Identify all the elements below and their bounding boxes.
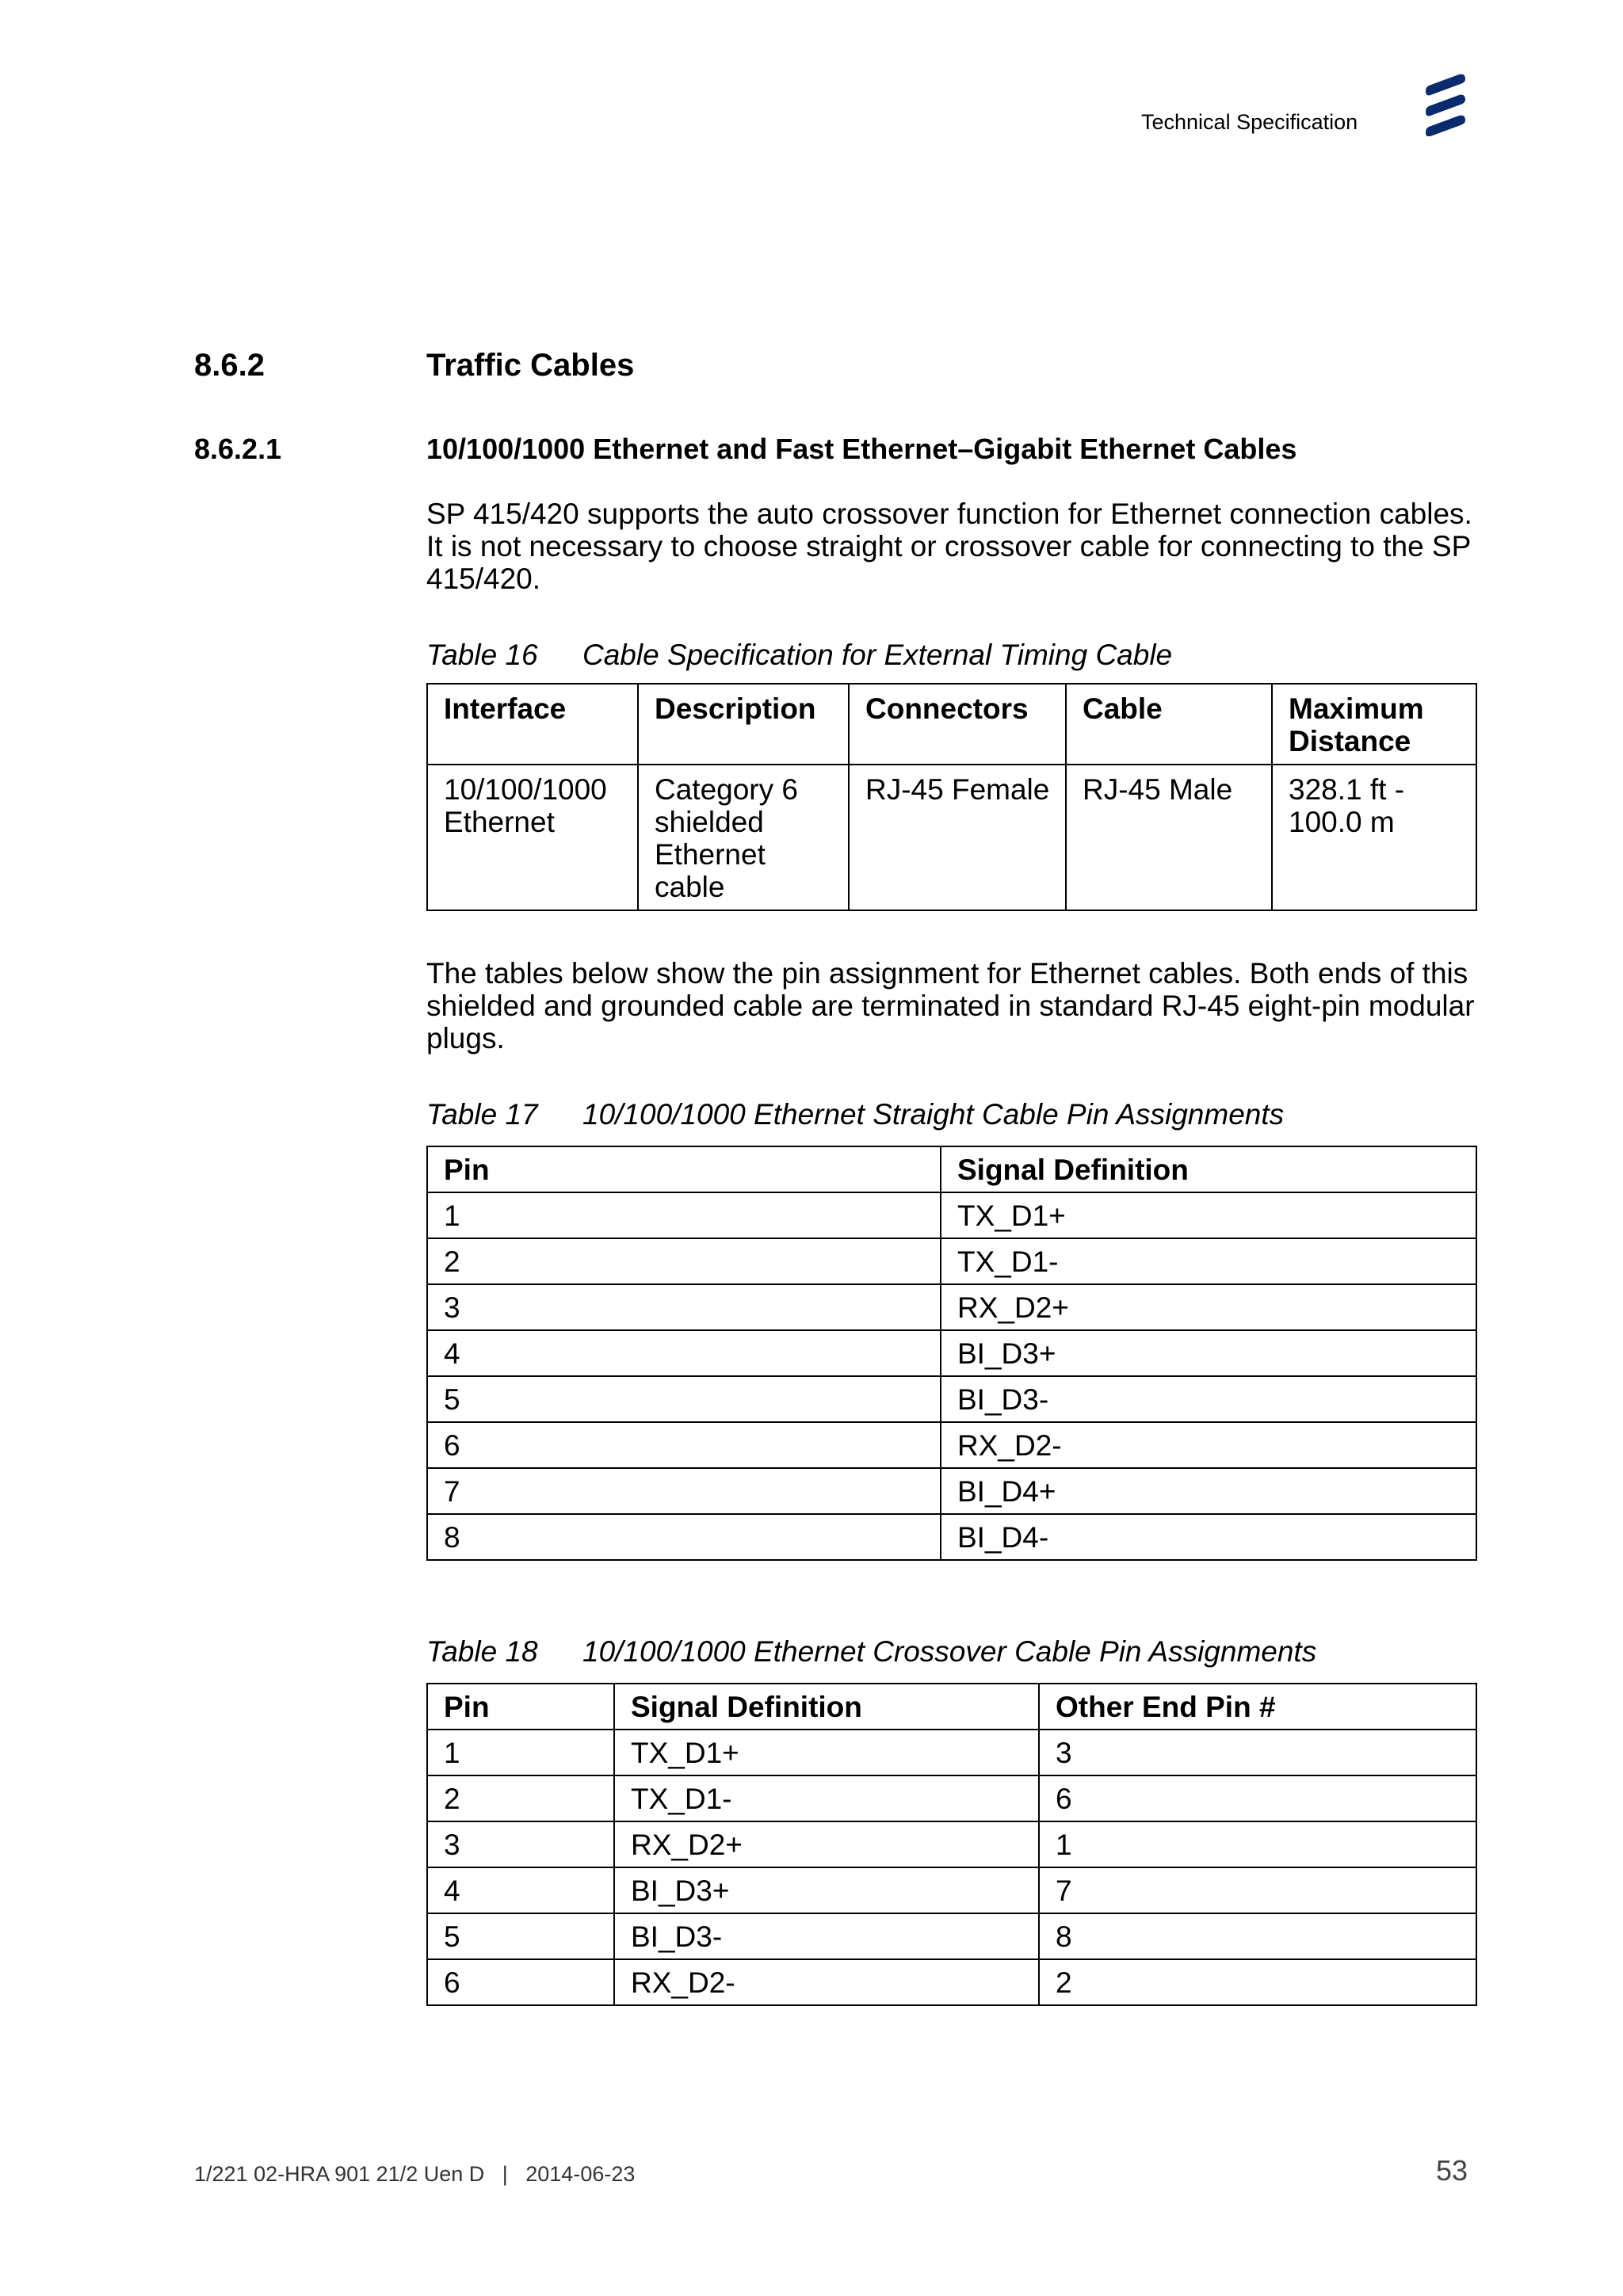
table-row xyxy=(427,1238,1476,1284)
table-row xyxy=(427,1422,1476,1468)
footer-doc-id: 1/221 02-HRA 901 21/2 Uen D | 2014-06-23 xyxy=(194,2162,636,2186)
intro-paragraph: SP 415/420 supports the auto crossover function for Ethernet connection cables. It is not necessary to choose straight or crossover cable for connecting to the SP 415/420. xyxy=(426,498,1472,595)
table-cell: 6 xyxy=(1039,1775,1476,1821)
table-row xyxy=(427,1376,1476,1422)
table-cell: 6 xyxy=(427,1959,614,2005)
table-cell: BI_D4+ xyxy=(941,1468,1476,1514)
table-header-row xyxy=(427,1146,1476,1192)
table-cell: BI_D3- xyxy=(614,1913,1039,1959)
table-cell: RX_D2- xyxy=(941,1422,1476,1468)
table-cell: TX_D1+ xyxy=(614,1730,1039,1775)
table-cell: 2 xyxy=(1039,1959,1476,2005)
header-cell: Pin xyxy=(427,1684,614,1730)
table-cell: Category 6 shielded Ethernet cable xyxy=(638,765,849,910)
ericsson-logo-icon xyxy=(1423,73,1470,136)
table16-caption-title: Cable Specification for External Timing Cable xyxy=(582,639,1173,671)
table-cell: 1 xyxy=(427,1192,941,1238)
table-cell: RJ-45 Female xyxy=(849,765,1066,910)
table-cell: 4 xyxy=(427,1330,941,1376)
table-row xyxy=(427,1959,1476,2005)
header-cell: Description xyxy=(638,684,849,765)
table-row xyxy=(427,1514,1476,1560)
header-cell: Signal Definition xyxy=(614,1684,1039,1730)
section-title: Traffic Cables xyxy=(426,348,635,383)
table-cell: TX_D1- xyxy=(614,1775,1039,1821)
table-cell: BI_D3+ xyxy=(614,1867,1039,1913)
table-row xyxy=(427,1821,1476,1867)
table-row xyxy=(427,1284,1476,1330)
table-cell: 5 xyxy=(427,1376,941,1422)
table-cell: 10/100/1000 Ethernet xyxy=(427,765,638,910)
table17-caption-title: 10/100/1000 Ethernet Straight Cable Pin Assignments xyxy=(582,1098,1285,1131)
table-cell: 328.1 ft - 100.0 m xyxy=(1272,765,1476,910)
table-header-row xyxy=(427,684,1476,765)
table-cell: 2 xyxy=(427,1238,941,1284)
table17-caption xyxy=(426,1098,1284,1131)
table-cell: 7 xyxy=(1039,1867,1476,1913)
section-number: 8.6.2 xyxy=(194,348,265,383)
table-cell: 3 xyxy=(1039,1730,1476,1775)
subsection-number: 8.6.2.1 xyxy=(194,433,282,465)
table-cell: BI_D3+ xyxy=(941,1330,1476,1376)
header-cell: Other End Pin # xyxy=(1039,1684,1476,1730)
header-cell: Interface xyxy=(427,684,638,765)
table16-cable-spec xyxy=(426,683,1477,911)
table-row xyxy=(427,765,1476,910)
table-cell: 3 xyxy=(427,1821,614,1867)
header-cell: Cable xyxy=(1066,684,1272,765)
table18-caption-number: Table 18 xyxy=(426,1635,538,1668)
table18-caption-title: 10/100/1000 Ethernet Crossover Cable Pin Assignments xyxy=(582,1635,1317,1668)
table-cell: 1 xyxy=(1039,1821,1476,1867)
table16-caption xyxy=(426,639,1172,672)
table17-straight-pins xyxy=(426,1146,1477,1561)
table-cell: 7 xyxy=(427,1468,941,1514)
table-cell: BI_D4- xyxy=(941,1514,1476,1560)
table-cell: 4 xyxy=(427,1867,614,1913)
header-cell: Connectors xyxy=(849,684,1066,765)
table-row xyxy=(427,1192,1476,1238)
table-cell: 8 xyxy=(1039,1913,1476,1959)
subsection-title: 10/100/1000 Ethernet and Fast Ethernet–Gigabit Ethernet Cables xyxy=(426,433,1297,465)
table-cell: RX_D2- xyxy=(614,1959,1039,2005)
table-cell: 5 xyxy=(427,1913,614,1959)
table-cell: 2 xyxy=(427,1775,614,1821)
table-cell: 3 xyxy=(427,1284,941,1330)
table-cell: 1 xyxy=(427,1730,614,1775)
table-row xyxy=(427,1330,1476,1376)
table17-caption-number: Table 17 xyxy=(426,1098,538,1131)
table-cell: RX_D2+ xyxy=(941,1284,1476,1330)
table-cell: 8 xyxy=(427,1514,941,1560)
table18-crossover-pins xyxy=(426,1683,1477,2006)
table-row xyxy=(427,1775,1476,1821)
table-row xyxy=(427,1867,1476,1913)
table-cell: TX_D1- xyxy=(941,1238,1476,1284)
table-cell: BI_D3- xyxy=(941,1376,1476,1422)
header-cell: Maximum Distance xyxy=(1272,684,1476,765)
header-cell: Pin xyxy=(427,1146,941,1192)
table-row xyxy=(427,1730,1476,1775)
table-row xyxy=(427,1468,1476,1514)
pin-assignment-paragraph: The tables below show the pin assignment for Ethernet cables. Both ends of this shielded and grounded cable are terminated in standard RJ-45 eight-pin modular plugs. xyxy=(426,957,1475,1055)
table18-caption xyxy=(426,1635,1316,1669)
table16-caption-number: Table 16 xyxy=(426,639,538,671)
table-cell: 6 xyxy=(427,1422,941,1468)
page-number: 53 xyxy=(1436,2154,1468,2187)
table-cell: TX_D1+ xyxy=(941,1192,1476,1238)
header-label: Technical Specification xyxy=(1141,110,1358,134)
table-row xyxy=(427,1913,1476,1959)
table-header-row xyxy=(427,1684,1476,1730)
header-cell: Signal Definition xyxy=(941,1146,1476,1192)
table-cell: RX_D2+ xyxy=(614,1821,1039,1867)
table-cell: RJ-45 Male xyxy=(1066,765,1272,910)
